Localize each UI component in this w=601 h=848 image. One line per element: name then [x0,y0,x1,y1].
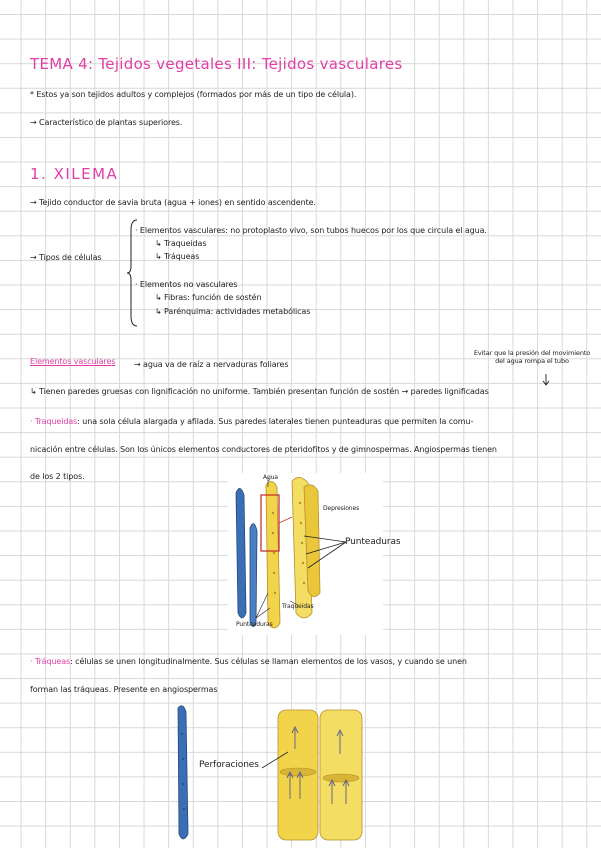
type-item: · Elementos vasculares: no protoplasto vivo, son tubos huecos por los que circula el agua. [135,226,487,235]
page-title: TEMA 4: Tejidos vegetales III: Tejidos vasculares [30,55,403,73]
traqueas-figure [170,704,370,844]
traqueidas-text: : una sola célula alargada y afilada. Sus paredes laterales tienen punteaduras que permiten la comu- [77,417,474,426]
type-item: ↳ Traqueidas [155,239,207,248]
traqueidas-paragraph [30,417,473,427]
intro-line: * Estos ya son tejidos adultos y complejos (formados por más de un tipo de célula). [30,90,357,99]
traqueidas-label: · Traqueidas [30,417,78,426]
vascular-label: Elementos vasculares [30,357,116,366]
body-line: de los 2 tipos. [30,472,85,481]
type-item: ↳ Tráqueas [155,252,200,261]
type-item: ↳ Fibras: función de sostén [155,293,262,302]
body-line: nicación entre células. Son los únicos elementos conductores de pteridofitos y de gimnospermas. Angiospermas tienen [30,445,497,454]
type-item: · Elementos no vasculares [135,280,238,289]
vascular-arrow-text: → agua va de raíz a nervaduras foliares [134,360,289,369]
pointer-lines-icon [300,532,348,572]
type-item: ↳ Parénquima: actividades metabólicas [155,307,311,316]
label-perforaciones: Perforaciones [199,760,259,770]
section-heading: 1. XILEMA [30,165,119,183]
traqueas-text: : células se unen longitudinalmente. Sus células se llaman elementos de los vasos, y cuando se unen [70,657,467,666]
label-punteaduras-hand: Punteaduras [345,537,401,547]
label-traqueidas: Traqueidas [282,603,314,610]
body-line: → Tejido conductor de savia bruta (agua + iones) en sentido ascendente. [30,198,316,207]
body-line: ↳ Tienen paredes gruesas con lignificación no uniforme. También presentan función de sostén → paredes lignificadas [30,387,489,396]
arrow-down-icon [542,373,552,387]
label-depresiones: Depresiones [323,505,360,512]
label-agua: Agua [263,474,278,481]
intro-line: → Característico de plantas superiores. [30,118,183,127]
label-punteaduras: Punteaduras [236,621,273,628]
traqueas-label: · Tráqueas [30,657,71,666]
body-line: forman las tráqueas. Presente en angiospermas [30,685,218,694]
traqueas-paragraph [30,657,467,667]
annotation: Evitar que la presión del movimiento del agua rompa el tubo [473,349,591,365]
cell-types-label: → Tipos de células [30,253,102,262]
